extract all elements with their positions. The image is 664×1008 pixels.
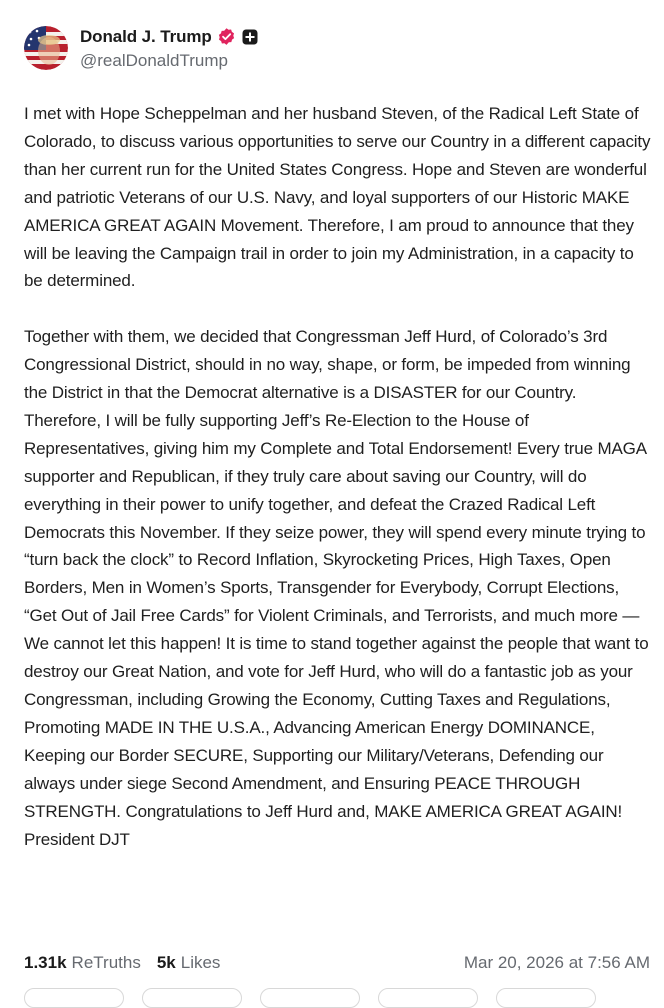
- user-handle[interactable]: @realDonaldTrump: [80, 50, 228, 70]
- post-stats: [24, 950, 650, 976]
- post-header: [24, 24, 258, 72]
- retruths-stat[interactable]: [24, 953, 141, 973]
- post-timestamp[interactable]: Mar 20, 2026 at 7:56 AM: [463, 953, 650, 972]
- retruths-count: 1.31k: [24, 953, 67, 972]
- reply-button[interactable]: [24, 988, 124, 1008]
- post-text: [24, 100, 652, 853]
- avatar[interactable]: [24, 26, 68, 70]
- truth-plus-icon: [242, 29, 258, 45]
- retruths-label: ReTruths: [71, 953, 141, 972]
- share-button[interactable]: [378, 988, 478, 1008]
- retruth-button[interactable]: [142, 988, 242, 1008]
- display-name[interactable]: Donald J. Trump: [80, 26, 212, 46]
- likes-stat[interactable]: [157, 953, 221, 973]
- likes-count: 5k: [156, 953, 176, 972]
- post-paragraph: Together with them, we decided that Congressman Jeff Hurd, of Colorado’s 3rd Congressional District, should in no way, shape, or form, be impeded from winning the District in that the Democrat alternative is a DISASTER for our Country. Therefore, I will be fully supporting Jeff’s Re-Election to the House of Representatives, giving him my Complete and Total Endorsement! Every true MAGA supporter and Republican, if they truly care about saving our Country, will do everything in their power to unify together, and defeat the Crazed Radical Left Democrats this November. If they seize power, they will spend every minute trying to “turn back the clock” to Record Inflation, Skyrocketing Prices, High Taxes, Open Borders, Men in Women’s Sports, Transgender for Everybody, Corrupt Elections, “Get Out of Jail Free Cards” for Violent Criminals, and Terrorists, and much more — We cannot let this happen! It is time to stand together against the people that want to destroy our Great Nation, and vote for Jeff Hurd, who will do a fantastic job as your Congressman, including Growing the Economy, Cutting Taxes and Regulations, Promoting MADE IN THE U.S.A., Advancing American Energy DOMINANCE, Keeping our Border SECURE, Supporting our Military/Veterans, Defending our always under siege Second Amendment, and Ensuring PEACE THROUGH STRENGTH. Congratulations to Jeff Hurd and, MAKE AMERICA GREAT AGAIN! President DJT: [24, 327, 649, 849]
- verified-badge-icon: [217, 27, 236, 46]
- post-paragraph: I met with Hope Scheppelman and her husband Steven, of the Radical Left State of Colorado, to discuss various opportunities to serve our Country in a different capacity than her current run for the United States Congress. Hope and Steven are wonderful and patriotic Veterans of our U.S. Navy, and loyal supporters of our Historic MAKE AMERICA GREAT AGAIN Movement. Therefore, I am proud to announce that they will be leaving the Campaign trail in order to join my Administration, in a capacity to be determined.: [24, 104, 651, 291]
- likes-label: Likes: [180, 953, 221, 972]
- like-button[interactable]: [260, 988, 360, 1008]
- more-button[interactable]: [496, 988, 596, 1008]
- action-bar: [24, 988, 650, 998]
